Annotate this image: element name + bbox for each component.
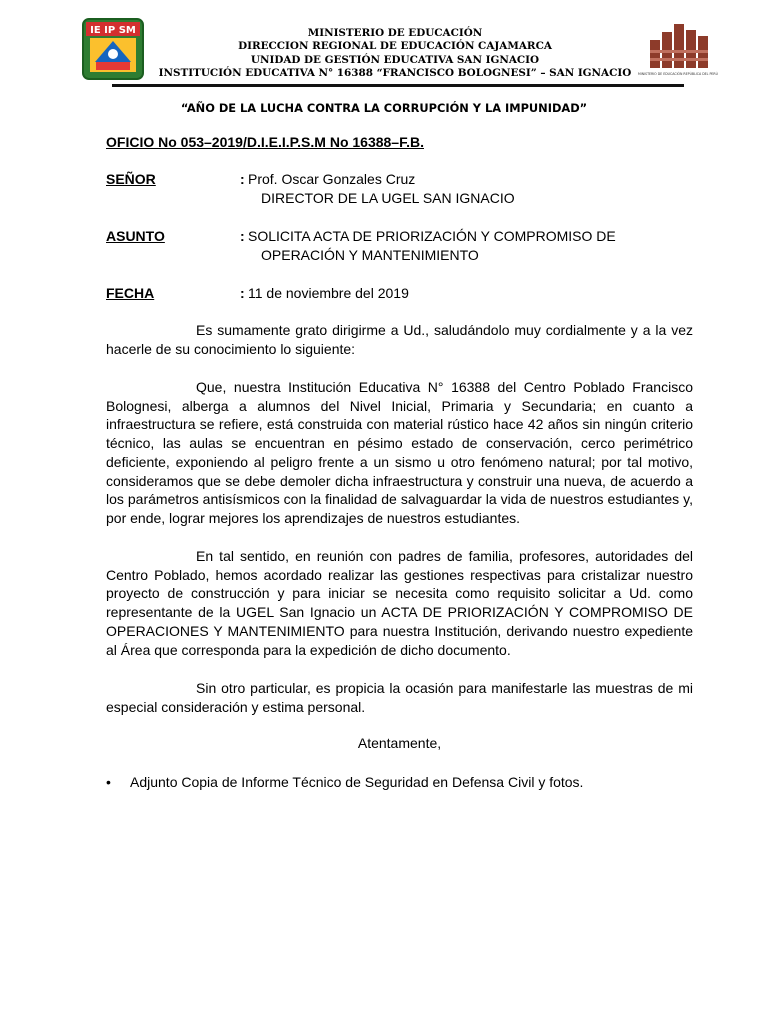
header-line-regional: DIRECCION REGIONAL DE EDUCACIÓN CAJAMARCA xyxy=(238,40,552,53)
attachment-item xyxy=(106,774,583,790)
field-asunto-colon: : xyxy=(240,228,245,244)
field-asunto-label: ASUNTO xyxy=(106,228,165,244)
field-senor-label: SEÑOR xyxy=(106,171,156,187)
header-line-ugel: UNIDAD DE GESTIÓN EDUCATIVA SAN IGNACIO xyxy=(250,53,540,66)
field-fecha-value xyxy=(248,284,409,303)
field-senor-value xyxy=(248,170,515,208)
header-line-ministry: MINISTERIO DE EDUCACIÓN xyxy=(307,27,483,39)
paragraph-request xyxy=(106,547,693,659)
recipient-title: DIRECTOR DE LA UGEL SAN IGNACIO xyxy=(261,190,515,206)
paragraph-greeting xyxy=(106,321,693,358)
document-number: OFICIO No 053–2019/D.I.E.I.P.S.M No 16388–F.B. xyxy=(106,134,424,150)
paragraph-request-text: En tal sentido, en reunión con padres de familia, profesores, autoridades del Centro Poblado, hemos acordado realizar las gestiones respectivas para cristalizar nuestro proyecto de construcción y para iniciar se necesita como requisito solicitar a Ud. como representante de la UGEL San Ignacio un ACTA DE PRIORIZACIÓN Y COMPROMISO DE OPERACIONES Y MANTENIMIENTO para nuestra Institución, derivando nuestro expediente al Área que corresponda para la expedición de dicho documento. xyxy=(106,548,693,658)
field-fecha-label: FECHA xyxy=(106,285,155,301)
paragraph-greeting-text: Es sumamente grato dirigirme a Ud., saludándolo muy cordialmente y a la vez hacerle de su conocimiento lo siguiente: xyxy=(106,322,693,357)
field-fecha-colon: : xyxy=(240,285,245,301)
bullet-icon: • xyxy=(106,774,111,790)
field-asunto-value xyxy=(248,227,616,265)
attachment-text: Adjunto Copia de Informe Técnico de Seguridad en Defensa Civil y fotos. xyxy=(130,774,584,790)
header-divider xyxy=(112,84,684,87)
ministry-caption: MINISTERIO DE EDUCACIÓN REPÚBLICA DEL PERÚ xyxy=(638,72,718,76)
crest-text: IE IP SM xyxy=(90,25,136,36)
closing-salutation: Atentamente, xyxy=(357,735,442,751)
institution-header xyxy=(150,27,640,81)
year-motto: “AÑO DE LA LUCHA CONTRA LA CORRUPCIÓN Y LA IMPUNIDAD” xyxy=(180,101,588,115)
paragraph-farewell-text: Sin otro particular, es propicia la ocasión para manifestarle las muestras de mi especial consideración y estima personal. xyxy=(106,680,693,715)
paragraph-farewell xyxy=(106,679,693,716)
paragraph-description-text: Que, nuestra Institución Educativa N° 16388 del Centro Poblado Francisco Bolognesi, alberga a alumnos del Nivel Inicial, Primaria y Secundaria; en cuanto a infraestructura se refiere, está construida con material rústico hace 42 años sin ningún criterio técnico, las aulas se encuentran en pésimo estado de conservación, cerco perimétrico deficiente, exponiendo al peligro frente a un sismo u otro fenómeno natural; por tal motivo, consideramos que se debe demoler dicha infraestructura y construir una nueva, de acuerdo a los parámetros antisísmicos con la finalidad de salvaguardar la vida de nuestros estudiantes y, por ende, lograr mejores los aprendizajes de nuestros estudiantes. xyxy=(106,379,693,526)
field-senor-colon: : xyxy=(240,171,245,187)
header-line-institution: INSTITUCIÓN EDUCATIVA N° 16388 “FRANCISCO BOLOGNESI” – SAN IGNACIO xyxy=(158,67,632,80)
subject-line-2: OPERACIÓN Y MANTENIMIENTO xyxy=(261,247,479,263)
school-crest-icon xyxy=(82,18,144,80)
recipient-name: Prof. Oscar Gonzales Cruz xyxy=(248,171,416,187)
paragraph-description xyxy=(106,378,693,528)
date-value: 11 de noviembre del 2019 xyxy=(248,285,409,301)
ministry-logo-icon xyxy=(638,20,718,80)
subject-line-1: SOLICITA ACTA DE PRIORIZACIÓN Y COMPROMISO DE xyxy=(248,228,616,244)
